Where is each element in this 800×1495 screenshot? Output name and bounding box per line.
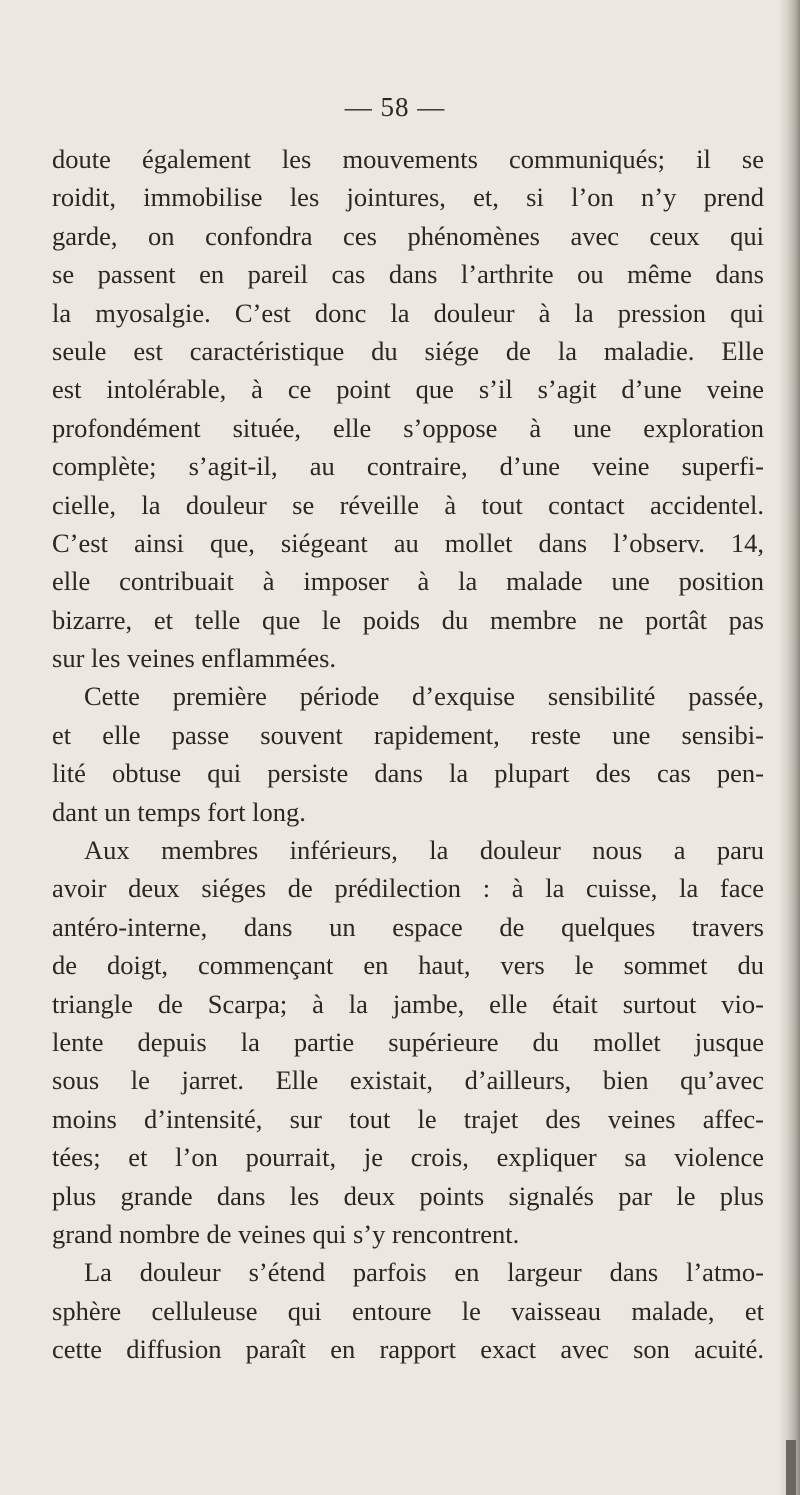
text-line: grand nombre de veines qui s’y rencontrent. xyxy=(52,1218,520,1249)
text-line: elle contribuait à imposer à la malade une position xyxy=(52,566,764,597)
text-line: complète; s’agit-il, au contraire, d’une veine superfi- xyxy=(52,451,764,482)
text-line: avoir deux siéges de prédilection : à la cuisse, la face xyxy=(52,873,764,904)
text-line: moins d’intensité, sur tout le trajet des veines affec- xyxy=(52,1103,764,1134)
text-line: de doigt, commençant en haut, vers le sommet du xyxy=(52,950,764,981)
text-line: seule est caractéristique du siége de la maladie. Elle xyxy=(52,335,764,366)
text-line: se passent en pareil cas dans l’arthrite ou même dans xyxy=(52,259,764,290)
text-line: roidit, immobilise les jointures, et, si l’on n’y prend xyxy=(52,182,764,213)
body-text xyxy=(52,140,764,1369)
text-line: sur les veines enflammées. xyxy=(52,643,337,674)
text-line: plus grande dans les deux points signalés par le plus xyxy=(52,1180,764,1211)
text-line: C’est ainsi que, siégeant au mollet dans l’observ. 14, xyxy=(52,527,764,558)
page-number: — 58 — xyxy=(344,92,446,122)
text-line: doute également les mouvements communiqués; il se xyxy=(52,144,764,174)
text-line: Cette première période d’exquise sensibilité passée, xyxy=(84,681,764,712)
text-line: est intolérable, à ce point que s’il s’agit d’une veine xyxy=(52,374,764,405)
text-line: lente depuis la partie supérieure du mollet jusque xyxy=(52,1026,764,1057)
text-line: triangle de Scarpa; à la jambe, elle était surtout vio- xyxy=(52,988,764,1019)
text-line: cielle, la douleur se réveille à tout contact accidentel. xyxy=(52,489,764,520)
text-line: La douleur s’étend parfois en largeur dans l’atmo- xyxy=(84,1257,764,1288)
text-line: garde, on confondra ces phénomènes avec ceux qui xyxy=(52,220,764,251)
text-line: bizarre, et telle que le poids du membre ne portât pas xyxy=(52,604,764,635)
text-line: et elle passe souvent rapidement, reste une sensibi- xyxy=(52,719,764,750)
text-line: cette diffusion paraît en rapport exact avec son acuité. xyxy=(52,1334,764,1365)
text-line: profondément située, elle s’oppose à une exploration xyxy=(52,412,764,443)
text-line: sphère celluleuse qui entoure le vaisseau malade, et xyxy=(52,1295,764,1326)
text-line: antéro-interne, dans un espace de quelques travers xyxy=(52,911,764,942)
text-line: lité obtuse qui persiste dans la plupart des cas pen- xyxy=(52,758,764,789)
binding-mark xyxy=(786,1440,796,1495)
page-edge-shadow xyxy=(778,0,800,1495)
text-line: tées; et l’on pourrait, je crois, expliquer sa violence xyxy=(52,1142,764,1173)
text-line: la myosalgie. C’est donc la douleur à la pression qui xyxy=(52,297,764,328)
text-line: sous le jarret. Elle existait, d’ailleurs, bien qu’avec xyxy=(52,1065,764,1096)
text-line: Aux membres inférieurs, la douleur nous a paru xyxy=(84,835,764,866)
text-line: dant un temps fort long. xyxy=(52,796,306,827)
